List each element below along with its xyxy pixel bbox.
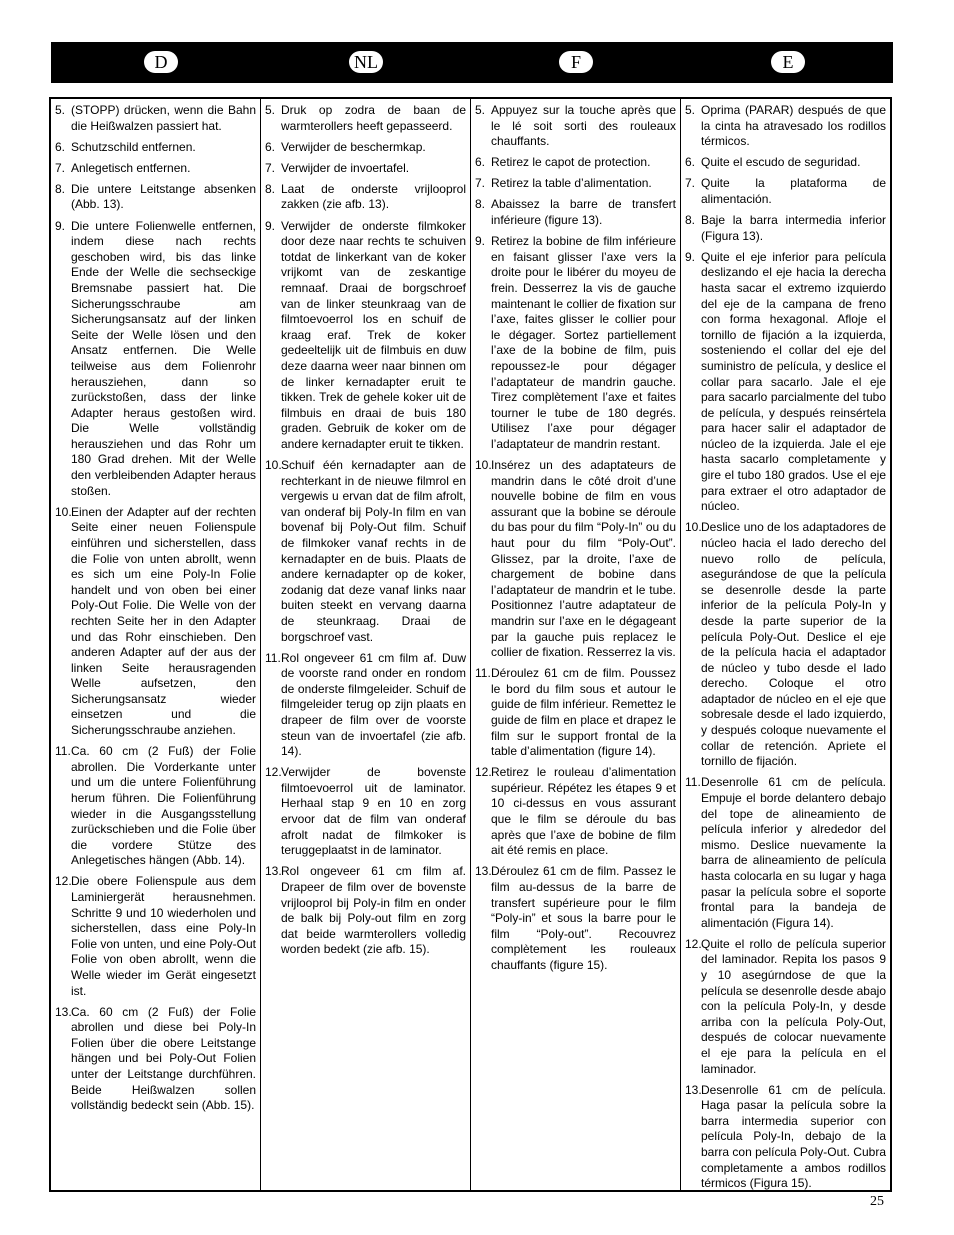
instruction-step: [685, 775, 886, 931]
step-text: Druk op zodra de baan de warmterollers heeft gepasseerd.: [281, 103, 466, 133]
instruction-step: [475, 666, 676, 760]
instruction-step: [55, 505, 256, 739]
step-number: 9.: [685, 249, 696, 264]
page-number: 25: [870, 1194, 884, 1209]
step-number: 8.: [265, 181, 276, 196]
step-text: Desenrolle 61 cm de película. Haga pasar la película sobre la barra intermedia superior con película Poly-In, debajo de la barra con película Poly-Out. Cubra completamente a ambos rodillos térmicos (Figura 15).: [701, 1082, 886, 1190]
language-badge-d: D: [144, 51, 178, 73]
instruction-step: [685, 520, 886, 770]
step-number: 13.: [55, 1004, 72, 1019]
step-text: Déroulez 61 cm de film. Passez le film au-dessus de la barre de transfert supérieure pour le film “Poly-in” et sous la barre pour le film “Poly-out”. Recouvrez complètement les rouleaux chauffants (figure 15).: [491, 864, 676, 972]
instruction-step: [685, 176, 886, 207]
column-german: [51, 99, 261, 1190]
instruction-step: [475, 155, 676, 171]
instruction-step: [685, 1083, 886, 1190]
step-text: Retirez le capot de protection.: [491, 155, 651, 170]
instruction-step: [475, 458, 676, 661]
step-text: Appuyez sur la touche après que le lé soit sorti des rouleaux chauffants.: [491, 103, 676, 149]
step-text: Déroulez 61 cm de film. Poussez le bord du film sous et autour le guide de film inférieur. Remettez le guide de film en place et drapez le film sur le support frontal de la table d’alimentation (figure 14).: [491, 666, 676, 759]
instruction-step: [265, 458, 466, 645]
step-number: 5.: [475, 103, 486, 117]
instruction-step: [475, 234, 676, 452]
instruction-step: [685, 155, 886, 171]
instruction-step: [685, 213, 886, 244]
step-text: Insérez un des adaptateurs de mandrin dans le côté droit d’une nouvelle bobine de film en vous assurant que la bobine se déroule du bas pour du film “Poly-In” ou du haut pour du film “Poly-Out”. Glissez, par la droite, l’axe de chargement de bobine dans l’adaptateur de mandrin et le tube. Positionnez l’autre adaptateur de mandrin sur l’axe en le dégageant par la gauche puis replacez le collier de fixation. Resserrez la vis.: [491, 457, 676, 660]
step-number: 8.: [55, 181, 66, 196]
step-number: 11.: [265, 650, 281, 665]
language-badge-f: F: [559, 51, 593, 73]
step-text: Quite el rollo de película superior del laminador. Repita los pasos 9 y 10 asegúrndose de que la película se desenrolle desde abajo con la película Poly-In, y desde arriba con la película Poly-Out, después de colocar nuevamente el eje para la película en el laminador.: [701, 936, 886, 1076]
step-number: 7.: [475, 176, 486, 191]
step-number: 12.: [55, 874, 72, 889]
step-number: 7.: [55, 160, 66, 175]
instruction-step: [55, 182, 256, 213]
step-number: 5.: [55, 103, 66, 117]
step-number: 6.: [685, 155, 696, 170]
step-number: 6.: [265, 139, 276, 154]
step-text: Verwijder de invoertafel.: [281, 160, 410, 175]
step-text: Schutzschild entfernen.: [71, 139, 196, 154]
step-number: 13.: [475, 864, 492, 879]
instruction-step: [685, 103, 886, 150]
step-text: Verwijder de onderste filmkoker door deze naar rechts te schuiven totdat de linkerkant van de koker vrijkomt van de zeskantige remnaaf. Draai de borgschroef van de linker steunkraag van de filmtoevoerrol los en schuif de kraag eraf. Trek de koker gedeeltelijk uit de filmbuis en duw deze daarna weer naar binnen om de linker kernadapter eruit te tikken. Trek de gehele koker uit de filmbuis en draai de buis 180 graden. Gebruik de koker om de andere kernadapter eruit te tikken.: [281, 218, 466, 451]
step-number: 13.: [265, 864, 282, 879]
step-number: 6.: [475, 155, 486, 170]
language-header-bar: [51, 42, 893, 83]
step-text: Desenrolle 61 cm de película. Empuje el borde delantero debajo del tope de alineamiento de película inferior y alrededor del mismo. Deslice nuevamente la barra de alineamiento de película hasta colocarla en su lugar y haga pasar la película sobre el soporte frontal para la bandeja de alimentación (Figura 14).: [701, 775, 886, 930]
step-number: 6.: [55, 139, 66, 154]
step-number: 11.: [475, 666, 491, 681]
step-text: Verwijder de bovenste filmtoevoerrol uit de laminator. Herhaal stap 9 en 10 en zorg ervoor dat de film van onderaf afrolt nadat de filmkoker is teruggeplaatst in de laminator.: [281, 765, 466, 858]
instruction-step: [475, 103, 676, 150]
step-number: 9.: [55, 218, 66, 233]
instruction-step: [55, 874, 256, 999]
step-text: Quite el eje inferior para película deslizando el eje hacia la derecha hasta sacar el extremo izquierdo del eje de la campana de freno con forma hexagonal. Afloje el tornillo de fijación a la izquierda, sosteniendo el collar del eje del suministro de película, y deslice el collar para sacarlo. Jale el eje para sacarlo parcialmente del tubo de película, y después reinsértela para hacer salir el adaptador de núcleo de la izquierda. Jale el eje hasta sacarlo completamente y gire el tubo 180 grados. Use el eje para extraer el otro adaptador de núcleo.: [701, 249, 886, 514]
instruction-step: [265, 219, 466, 453]
instruction-step: [475, 197, 676, 228]
instruction-step: [55, 1005, 256, 1114]
column-french: [471, 99, 681, 1190]
step-number: 11.: [55, 744, 71, 759]
step-number: 8.: [475, 197, 486, 212]
step-text: Die obere Folienspule aus dem Laminiergerät herausnehmen. Schritte 9 und 10 wiederholen und sicherstellen, dass eine Poly-In Folie von unten, und eine Poly-Out Folie von oben abrollt, wenn die Welle wieder im Gerät eingesetzt ist.: [71, 874, 256, 998]
step-text: Die untere Leitstange absenken (Abb. 13).: [71, 181, 256, 212]
step-text: Die untere Folienwelle entfernen, indem diese nach rechts geschoben wird, bis das linke Ende der Welle die sechseckige Bremsnabe passiert hat. Die Sicherungsschraube am Sicherungsansatz auf der linken Seite der Welle lösen und den Ansatz entfernen. Die Welle teilweise aus dem Folienrohr herausziehen, dann so zurückstoßen, dass der linke Adapter heraus gestoßen wird. Die Welle vollständig herausziehen und das Rohr um 180 Grad drehen. Mit der Welle den verbleibenden Adapter heraus stoßen.: [71, 218, 256, 498]
step-text: Schuif één kernadapter aan de rechterkant in de nieuwe filmrol en vergewis u ervan dat de film afrolt, van onderaf bij Poly-In film en van bovenaf bij Poly-Out film. Schuif de filmkoker vanaf rechts in de kernadapter en de buis. Plaats de andere kernadapter op de koker, zodanig dat deze vanaf links naar buiten steekt en vervang daarna de steunkraag. Draai de borgschroef vast.: [281, 457, 466, 644]
step-number: 7.: [685, 176, 696, 191]
step-number: 5.: [685, 103, 696, 117]
instruction-step: [55, 744, 256, 869]
step-number: 7.: [265, 160, 276, 175]
column-dutch: [261, 99, 471, 1190]
language-badge-nl: NL: [349, 51, 383, 73]
step-text: Quite la plataforma de alimentación.: [701, 176, 886, 206]
step-number: 12.: [265, 765, 282, 780]
step-number: 12.: [475, 765, 492, 780]
instruction-step: [475, 765, 676, 859]
instruction-step: [265, 161, 466, 177]
instruction-step: [265, 140, 466, 156]
step-number: 10.: [685, 520, 702, 535]
step-text: Rol ongeveer 61 cm film af. Drapeer de film over de bovenste vrijlooprol bij Poly-in film en onder de balk bij Poly-out film en zorg dat beide warmterollers volledig worden bedekt (zie afb. 15).: [281, 864, 466, 957]
column-spanish: [681, 99, 890, 1190]
step-text: Verwijder de beschermkap.: [281, 139, 426, 154]
step-number: 13.: [685, 1082, 702, 1097]
step-number: 12.: [685, 936, 702, 951]
instruction-step: [55, 161, 256, 177]
instruction-step: [265, 765, 466, 859]
step-number: 10.: [55, 504, 72, 519]
step-text: Retirez la bobine de film inférieure en faisant glisser l’axe vers la droite pour le libérer du moyeu de frein. Desserrez la vis de gauche maintenant le collier de fixation sur l’axe, faites glisser le collier pour le dégager. Sortez partiellement l’axe de la bobine de film, puis repoussez-le pour dégager l’adaptateur de mandrin gauche. Tirez complètement l’axe et faites tourner le tube de 180 degrés. Utilisez l’axe pour dégager l’adaptateur de mandrin restant.: [491, 234, 676, 451]
instruction-step: [55, 103, 256, 134]
step-number: 10.: [265, 457, 282, 472]
instruction-step: [685, 937, 886, 1077]
instruction-step: [265, 103, 466, 134]
instructions-table: [49, 97, 892, 1192]
step-number: 11.: [685, 775, 701, 790]
step-text: Einen der Adapter auf der rechten Seite einer neuen Folienspule einführen und sicherstellen, dass die Folie von unten abrollt, wenn es sich um eine Poly-In Folie handelt und von oben bei einer Poly-Out Folie. Die Welle von der rechten Seite her in den Adapter und das Rohr einschieben. Den anderen Adapter auf der aus der linken Seite herausragenden Welle aufsetzen, den Sicherungsansatz wieder einsetzen und die Sicherungsschraube anziehen.: [71, 504, 256, 738]
step-number: 8.: [685, 213, 696, 228]
step-text: (STOPP) drücken, wenn die Bahn die Heißwalzen passiert hat.: [71, 103, 256, 133]
instruction-step: [475, 864, 676, 973]
step-text: Baje la barra intermedia inferior (Figura 13).: [701, 213, 886, 243]
step-text: Anlegetisch entfernen.: [71, 160, 191, 175]
step-text: Rol ongeveer 61 cm film af. Duw de voorste rand onder en rondom de onderste filmgeleider. Schuif de filmgeleider terug op zijn plaats en drapeer de film over de voorste steun van de invoertafel (zie afb. 14).: [281, 650, 466, 759]
instruction-step: [265, 651, 466, 760]
instruction-step: [265, 182, 466, 213]
instruction-step: [55, 140, 256, 156]
instruction-step: [265, 864, 466, 958]
step-number: 5.: [265, 103, 276, 117]
step-text: Deslice uno de los adaptadores de núcleo hacia el lado derecho del nuevo rollo de película, asegurándose de que la película se desenrolle desde la parte inferior de la película Poly-In y desde la parte superior de la película Poly-Out. Deslice el eje de la película hacia el adaptador de núcleo y tubo desde el lado derecho. Coloque el otro adaptador de núcleo en el eje que sobresale desde el lado izquierdo, y después coloque nuevamente el collar de retención. Apriete el tornillo de fijación.: [701, 520, 886, 769]
step-number: 10.: [475, 457, 492, 472]
step-text: Ca. 60 cm (2 Fuß) der Folie abrollen. Die Vorderkante unter und um die untere Folienführung herum führen. Die Folienführung wieder in die Ausgangsstellung zurückschieben und die Folie über die vordere Stütze des Anlegetisches hängen (Abb. 14).: [71, 744, 256, 868]
step-text: Ca. 60 cm (2 Fuß) der Folie abrollen und diese bei Poly-In Folien über die obere Leitstange hängen und bei Poly-Out Folien unter der Leitstange durchführen. Beide Heißwalzen sollen vollständig bedeckt sein (Abb. 15).: [71, 1004, 256, 1113]
step-number: 9.: [475, 234, 486, 249]
instruction-step: [475, 176, 676, 192]
step-number: 9.: [265, 218, 276, 233]
step-text: Retirez le rouleau d’alimentation supérieur. Répétez les étapes 9 et 10 ci-dessus en vous assurant que le film se déroule du bas après que l’axe de bobine de film ait été remis en place.: [491, 765, 676, 858]
step-text: Oprima (PARAR) después de que la cinta ha atravesado los rodillos térmicos.: [701, 103, 886, 149]
instruction-step: [55, 219, 256, 500]
step-text: Quite el escudo de seguridad.: [701, 155, 861, 170]
instruction-step: [685, 250, 886, 515]
step-text: Abaissez la barre de transfert inférieure (figure 13).: [491, 197, 676, 228]
step-text: Retirez la table d’alimentation.: [491, 176, 652, 191]
language-badge-e: E: [771, 51, 805, 73]
step-text: Laat de onderste vrijlooprol zakken (zie afb. 13).: [281, 181, 466, 212]
